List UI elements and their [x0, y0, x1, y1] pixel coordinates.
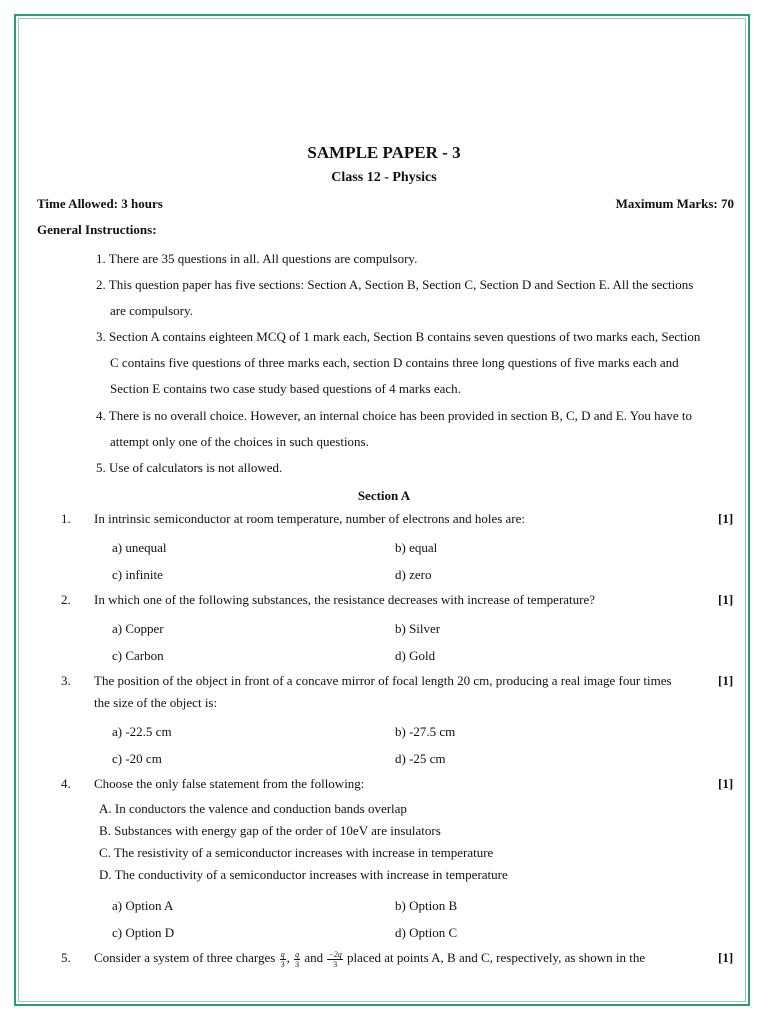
question-text: In intrinsic semiconductor at room temperature, number of electrons and holes are: [94, 511, 526, 526]
instruction-item [96, 272, 693, 324]
question-text-part: Consider a system of three charges [94, 950, 276, 965]
question-number: 5. [61, 950, 71, 965]
instruction-line: 5. Use of calculators is not allowed. [96, 460, 283, 475]
fraction-numerator: −2q [328, 949, 342, 959]
question-number: 1. [61, 511, 71, 526]
statement-item: A. In conductors the valence and conduction bands overlap [99, 801, 407, 816]
question-marks: [1] [718, 776, 734, 791]
option-a: a) -22.5 cm [112, 724, 172, 739]
option-b: b) equal [395, 540, 438, 555]
question-text-part: placed at points A, B and C, respectively, as shown in the [347, 950, 646, 965]
comma: , [286, 950, 290, 965]
statement-item: B. Substances with energy gap of the order of 10eV are insulators [99, 823, 441, 838]
option-c: c) Option D [112, 925, 175, 940]
option-b: b) -27.5 cm [395, 724, 456, 739]
option-a: a) Copper [112, 621, 164, 636]
statement-item: D. The conductivity of a semiconductor increases with increase in temperature [99, 867, 508, 882]
question-marks: [1] [718, 950, 734, 965]
instruction-line: 2. This question paper has five sections: Section A, Section B, Section C, Section D and Section E. All the sections [96, 277, 694, 292]
paper-title: SAMPLE PAPER - 3 [307, 143, 461, 162]
instruction-line: attempt only one of the choices in such questions. [110, 434, 369, 449]
fraction-denominator: 3 [333, 959, 338, 969]
instruction-line: 3. Section A contains eighteen MCQ of 1 mark each, Section B contains seven questions of two marks each, Section [96, 329, 701, 344]
instruction-item [96, 455, 282, 481]
fraction-denominator: 3 [295, 959, 300, 969]
instruction-line: Section E contains two case study based questions of 4 marks each. [110, 381, 461, 396]
fraction-numerator: q [295, 949, 300, 959]
general-instructions-heading: General Instructions: [37, 222, 157, 237]
question-text-continued: the size of the object is: [94, 695, 218, 710]
option-d: d) Option C [395, 925, 458, 940]
option-b: b) Silver [395, 621, 441, 636]
question-marks: [1] [718, 592, 734, 607]
statement-item: C. The resistivity of a semiconductor increases with increase in temperature [99, 845, 494, 860]
instruction-line: 4. There is no overall choice. However, an internal choice has been provided in section B, C, D and E. You have to [96, 408, 692, 423]
fraction-denominator: 3 [280, 959, 285, 969]
fraction-minus-2q-over-3 [327, 950, 342, 969]
time-allowed: Time Allowed: 3 hours [37, 196, 163, 211]
instruction-line: C contains five questions of three marks each, section D contains three long questions of five marks each and [110, 355, 679, 370]
instruction-item [96, 403, 692, 455]
fraction-q-over-3 [294, 950, 300, 969]
conjunction: and [304, 950, 324, 965]
question-text: The position of the object in front of a concave mirror of focal length 20 cm, producing a real image four times [94, 673, 672, 688]
option-c: c) -20 cm [112, 751, 162, 766]
option-a: a) unequal [112, 540, 167, 555]
option-c: c) Carbon [112, 648, 164, 663]
option-d: d) -25 cm [395, 751, 446, 766]
instruction-item [96, 324, 700, 402]
maximum-marks: Maximum Marks: 70 [615, 196, 734, 211]
question-text: Choose the only false statement from the following: [94, 776, 365, 791]
paper-subtitle: Class 12 - Physics [331, 170, 437, 185]
question-marks: [1] [718, 511, 734, 526]
question-text: In which one of the following substances, the resistance decreases with increase of temperature? [94, 592, 596, 607]
instruction-item [96, 246, 417, 272]
question-marks: [1] [718, 673, 734, 688]
section-heading: Section A [357, 488, 411, 503]
option-d: d) zero [395, 567, 432, 582]
question-number: 2. [61, 592, 71, 607]
option-b: b) Option B [395, 898, 458, 913]
question-number: 4. [61, 776, 71, 791]
fraction-numerator: q [280, 949, 285, 959]
option-c: c) infinite [112, 567, 163, 582]
question-number: 3. [61, 673, 71, 688]
fraction-q-over-3 [280, 950, 286, 969]
question-text [94, 946, 645, 970]
instruction-line: 1. There are 35 questions in all. All questions are compulsory. [96, 251, 418, 266]
option-d: d) Gold [395, 648, 436, 663]
instruction-line: are compulsory. [110, 303, 193, 318]
option-a: a) Option A [112, 898, 174, 913]
